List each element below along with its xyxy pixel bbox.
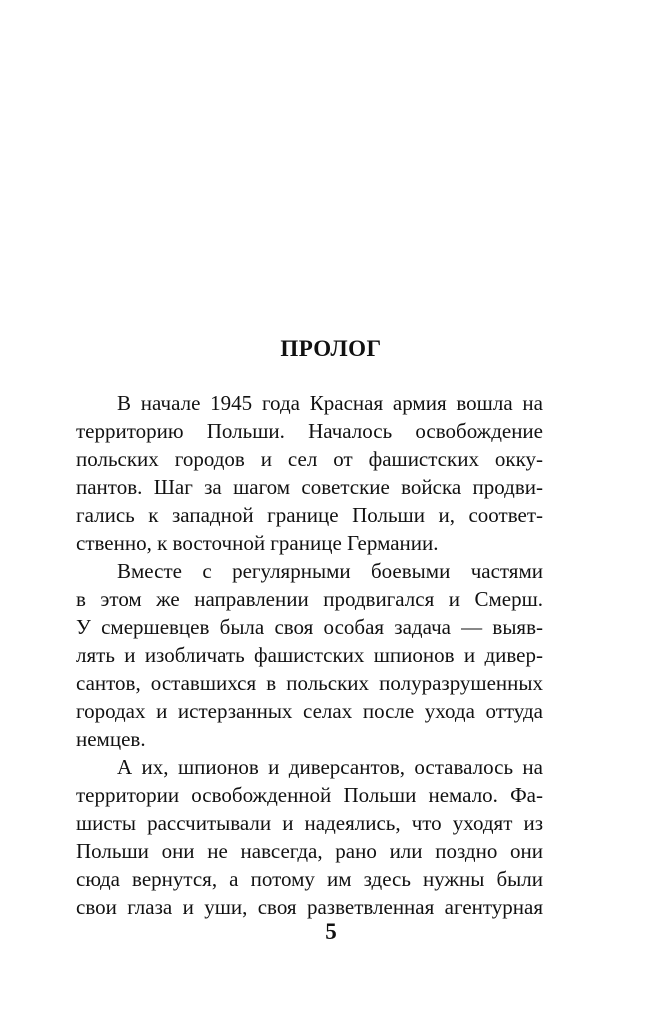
paragraph-1-line-2: территорию Польши. Началось освобождение xyxy=(76,419,543,443)
paragraph-2-line-7: немцев. xyxy=(76,727,146,751)
paragraph-3-line-3: шисты рассчитывали и надеялись, что уходят из xyxy=(76,811,543,835)
paragraph-2-line-1: Вместе с регулярными боевыми частями xyxy=(117,559,543,583)
paragraph-2-line-4: лять и изобличать фашистских шпионов и дивер- xyxy=(76,643,543,667)
paragraph-1-line-5: гались к западной границе Польши и, соответ- xyxy=(76,503,543,527)
paragraph-3-line-1: А их, шпионов и диверсантов, оставалось на xyxy=(117,755,543,779)
paragraph-3-line-4: Польши они не навсегда, рано или поздно они xyxy=(76,839,543,863)
paragraph-1-line-1: В начале 1945 года Красная армия вошла на xyxy=(117,391,543,415)
chapter-title: ПРОЛОГ xyxy=(280,336,382,361)
paragraph-3-line-5: сюда вернутся, а потому им здесь нужны были xyxy=(76,867,543,891)
paragraph-1-line-6: ственно, к восточной границе Германии. xyxy=(76,531,439,555)
page-number: 5 xyxy=(325,919,337,944)
paragraph-2-line-2: в этом же направлении продвигался и Смерш. xyxy=(76,587,543,611)
paragraph-2-line-5: сантов, оставшихся в польских полуразрушенных xyxy=(76,671,543,695)
paragraph-3-line-6: свои глаза и уши, своя разветвленная агентурная xyxy=(76,895,543,919)
paragraph-3-line-2: территории освобожденной Польши немало. Фа- xyxy=(76,783,543,807)
paragraph-1-line-4: пантов. Шаг за шагом советские войска продви- xyxy=(76,475,543,499)
paragraph-1-line-3: польских городов и сел от фашистских окку- xyxy=(76,447,543,471)
paragraph-2-line-6: городах и истерзанных селах после ухода оттуда xyxy=(76,699,543,723)
paragraph-2-line-3: У смершевцев была своя особая задача — выяв- xyxy=(76,615,543,639)
